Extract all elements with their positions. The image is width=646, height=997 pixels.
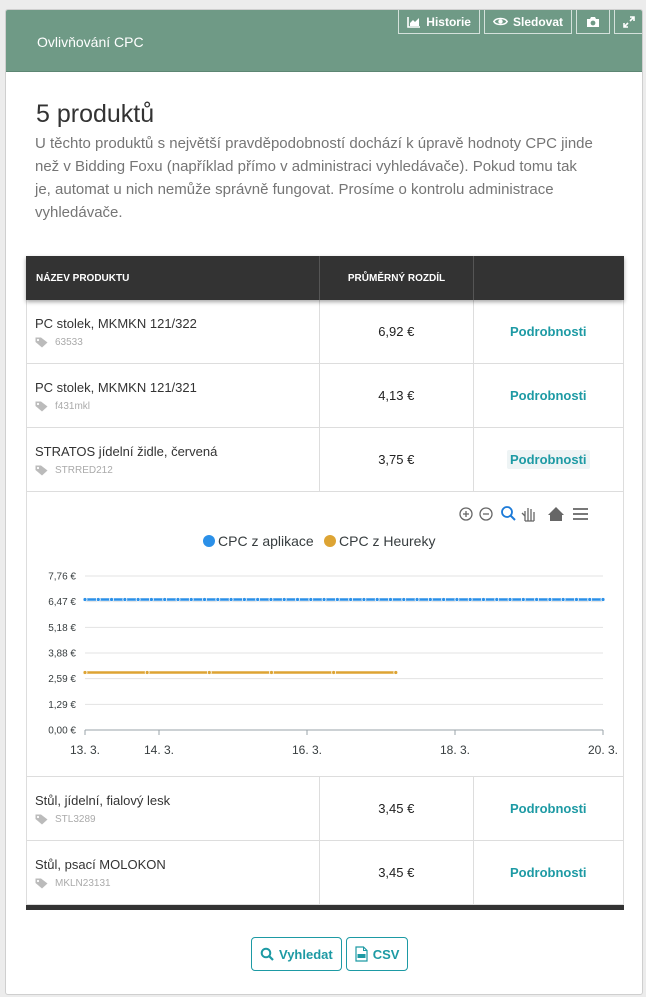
cpc-influence-card [5,9,643,995]
y-tick-label: 0,00 € [48,725,76,737]
search-label: Vyhledat [279,946,333,962]
tag-icon [35,814,48,825]
data-point[interactable] [402,597,406,601]
follow-button[interactable] [484,10,572,34]
data-point[interactable] [123,597,127,601]
product-count-heading: 5 produktů [36,100,155,128]
menu-icon[interactable] [573,509,588,519]
data-point[interactable] [481,597,485,601]
details-link[interactable]: Podrobnosti [509,865,587,880]
chart-series [83,597,605,674]
follow-label: Sledovat [512,14,563,29]
data-point[interactable] [601,597,605,601]
data-point[interactable] [521,597,525,601]
data-point[interactable] [375,597,379,601]
sku-text: f431mkl [55,400,91,412]
details-link[interactable]: Podrobnosti [509,388,587,403]
sku-text: 63533 [55,336,83,348]
y-tick-label: 6,47 € [48,597,76,609]
column-average-difference: PRŮMĚRNÝ ROZDÍL [320,256,474,300]
data-point[interactable] [176,597,180,601]
data-point[interactable] [256,597,260,601]
legend-label-heureka: CPC z Heureky [339,533,436,549]
y-tick-label: 1,29 € [48,699,76,711]
data-point[interactable] [203,597,207,601]
data-point[interactable] [309,597,313,601]
table-row [26,841,624,905]
y-axis [48,572,76,737]
average-difference: 4,13 € [320,364,473,427]
data-point[interactable] [83,597,87,601]
data-point[interactable] [574,597,578,601]
data-point[interactable] [335,597,339,601]
legend-label-app: CPC z aplikace [218,533,314,549]
data-point[interactable] [442,597,446,601]
data-point[interactable] [282,597,286,601]
csv-export-button[interactable] [346,937,409,971]
product-name: PC stolek, MKMKN 121/321 [35,379,197,395]
footer-actions [251,937,412,971]
table-row [26,364,624,428]
data-point[interactable] [229,597,233,601]
y-tick-label: 3,88 € [48,648,76,660]
average-difference: 3,75 € [320,428,473,491]
table-row [26,777,624,841]
chart-toolbar [460,507,588,521]
zoom-out-icon[interactable] [480,508,492,520]
area-chart-icon [407,16,421,28]
screenshot-button[interactable] [576,10,610,34]
product-name: Stůl, jídelní, fialový lesk [35,792,171,808]
x-tick-label: 16. 3. [291,743,323,757]
data-point[interactable] [269,597,273,601]
data-point[interactable] [394,670,398,674]
tag-icon [35,878,48,889]
chart-legend [203,533,435,549]
legend-item-heureka[interactable] [324,533,435,549]
search-button[interactable] [251,937,342,971]
data-point[interactable] [508,597,512,601]
data-point[interactable] [332,670,336,674]
data-point[interactable] [136,597,140,601]
pan-icon[interactable] [522,508,534,521]
average-difference: 3,45 € [320,841,473,904]
table-row [26,300,624,364]
series-cpc-app [83,597,605,601]
column-actions [474,256,624,300]
card-header [6,10,643,72]
sku-text: STL3289 [55,813,96,825]
csv-file-icon [355,946,368,962]
data-point[interactable] [110,597,114,601]
details-link[interactable]: Podrobnosti [507,450,590,469]
y-tick-label: 5,18 € [48,622,76,634]
data-point[interactable] [149,597,153,601]
data-point[interactable] [428,597,432,601]
tag-icon [35,465,48,476]
x-tick-label: 18. 3. [439,743,471,757]
x-tick-label: 13. 3. [69,743,101,757]
data-point[interactable] [83,670,87,674]
product-name: PC stolek, MKMKN 121/322 [35,315,197,331]
product-sku [35,878,319,889]
data-point[interactable] [495,597,499,601]
average-difference: 6,92 € [320,300,473,363]
cpc-line-chart [27,492,623,777]
data-point[interactable] [96,597,100,601]
legend-item-app[interactable] [203,533,314,549]
data-point[interactable] [296,597,300,601]
eye-icon [493,16,508,27]
card-title: Ovlivňování CPC [37,34,144,50]
data-point[interactable] [588,597,592,601]
product-sku [35,465,319,476]
reset-home-icon[interactable] [548,507,564,521]
column-product-name: NÁZEV PRODUKTU [26,256,320,300]
table-header [26,256,624,300]
table-footer-bar [26,905,624,910]
data-point[interactable] [548,597,552,601]
data-point[interactable] [535,597,539,601]
data-point[interactable] [561,597,565,601]
data-point[interactable] [207,670,211,674]
history-button[interactable] [398,10,480,34]
data-point[interactable] [468,597,472,601]
details-link[interactable]: Podrobnosti [509,324,587,339]
product-name: STRATOS jídelní židle, červená [35,443,218,459]
history-label: Historie [426,14,471,29]
zoom-selection-icon[interactable] [502,507,515,520]
product-name: Stůl, psací MOLOKON [35,856,166,872]
average-difference: 3,45 € [320,777,473,840]
camera-icon [586,16,600,28]
details-link[interactable]: Podrobnosti [509,801,587,816]
products-table [26,256,624,910]
data-point[interactable] [349,597,353,601]
data-point[interactable] [362,597,366,601]
data-point[interactable] [269,670,273,674]
series-cpc-heureka [83,670,398,674]
legend-marker-heureka [324,535,336,547]
sku-text: STRRED212 [55,464,113,476]
data-point[interactable] [455,597,459,601]
y-tick-label: 2,59 € [48,674,76,686]
product-sku [35,401,319,412]
data-point[interactable] [322,597,326,601]
csv-label: CSV [372,946,400,962]
expand-icon [623,16,635,28]
data-point[interactable] [415,597,419,601]
data-point[interactable] [216,597,220,601]
warning-description: U těchto produktů s největší pravděpodobností dochází k úpravě hodnoty CPC jinde než v Bidding Foxu (například přímo v administraci vyhledávače). Pokud tomu tak je, automat u nich nemůže správně fungovat. Prosíme o kontrolu administrace vyhledávače. [35,135,593,221]
product-sku [35,337,319,348]
sku-text: MKLN23131 [55,877,111,889]
tag-icon [35,401,48,412]
x-axis [70,730,618,757]
x-tick-label: 20. 3. [587,743,619,757]
fullscreen-button[interactable] [614,10,643,34]
tag-icon [35,337,48,348]
search-icon [260,947,274,961]
data-point[interactable] [242,597,246,601]
legend-marker-app [203,535,215,547]
data-point[interactable] [388,597,392,601]
data-point[interactable] [145,670,149,674]
y-tick-label: 7,76 € [48,571,76,583]
zoom-in-icon[interactable] [460,508,472,520]
x-tick-label: 14. 3. [143,743,175,757]
product-sku [35,814,319,825]
data-point[interactable] [189,597,193,601]
table-row [26,428,624,492]
cpc-chart-panel [26,492,624,777]
data-point[interactable] [163,597,167,601]
header-actions [398,10,643,34]
